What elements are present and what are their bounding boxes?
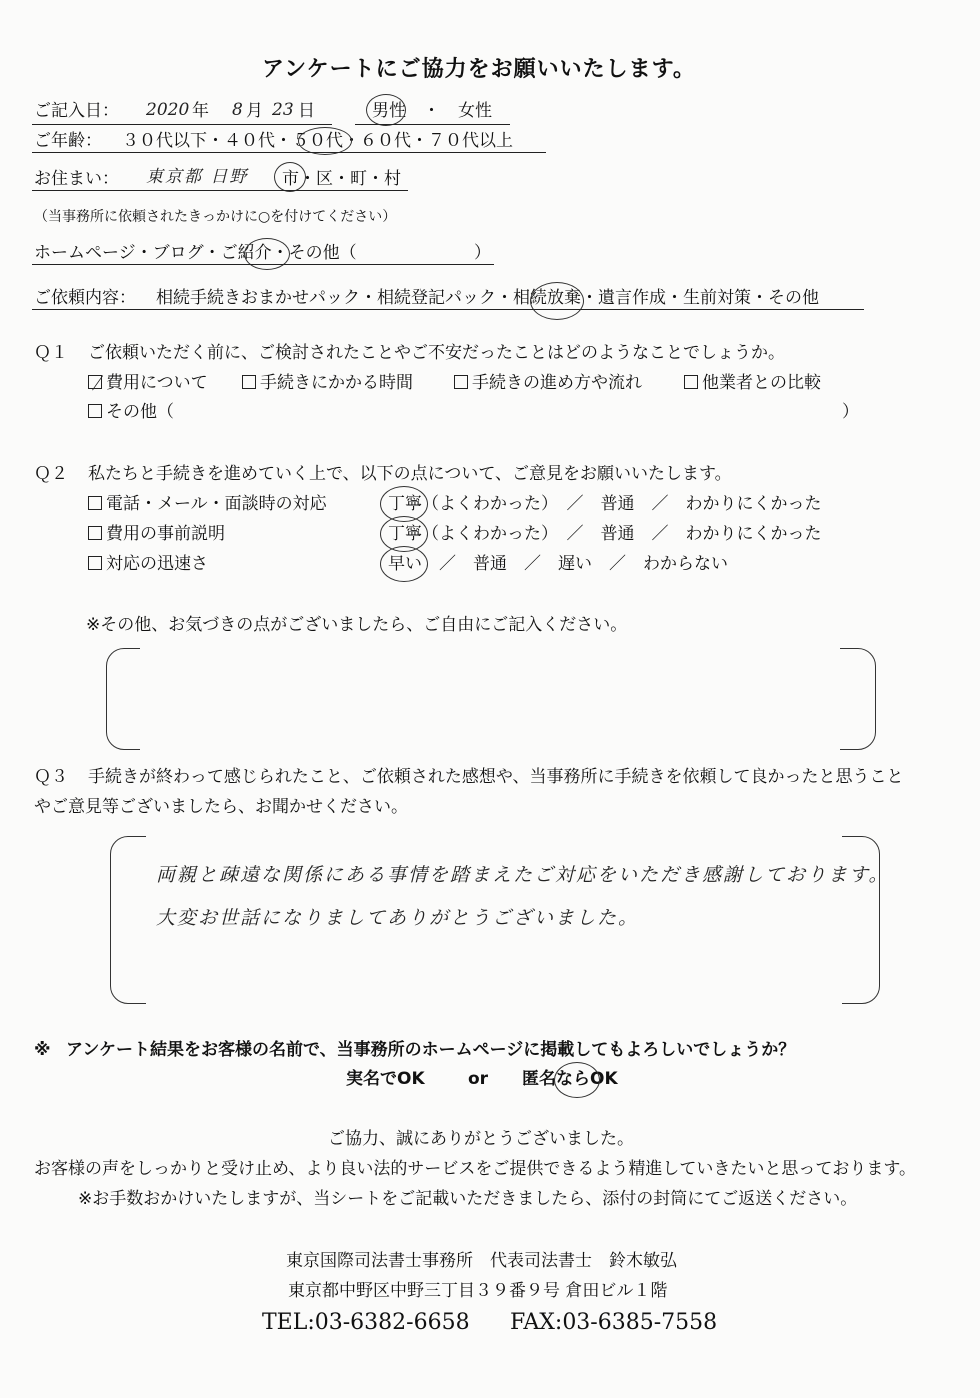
- publish-option-real-name[interactable]: 実名でOK: [346, 1069, 425, 1089]
- address-underline: [32, 190, 408, 191]
- q2-checkbox-fee[interactable]: [88, 526, 102, 540]
- q1-other-close: ）: [842, 402, 859, 422]
- request-selected-circle: [530, 282, 584, 320]
- source-note: （当事務所に依頼されたきっかけに○を付けてください）: [34, 209, 397, 225]
- q2-row-fee: [88, 523, 225, 545]
- q2-row-speed-answer[interactable]: 早い ／ 普通 ／ 遅い ／ わからない: [388, 554, 728, 574]
- address-option-town[interactable]: 町: [350, 169, 367, 189]
- office-name: 東京国際司法書士事務所 代表司法書士 鈴木敏弘: [286, 1251, 677, 1271]
- request-options[interactable]: 相続手続きおまかせパック・相続登記パック・相続放棄・遺言作成・生前対策・その他: [156, 288, 819, 308]
- entry-month-unit: 月: [246, 101, 263, 121]
- entry-date-label: ご記入日：: [34, 101, 119, 121]
- q1-checkbox-flow[interactable]: [454, 375, 468, 389]
- q3-question-line1: 手続きが終わって感じられたこと、ご依頼された感想や、当事務所に手続きを依頼して良かったと思うこと: [88, 767, 904, 787]
- q2-row-fee-answer[interactable]: 丁寧（よくわかった） ／ 普通 ／ わかりにくかった: [388, 524, 822, 544]
- office-tel: TEL:03-6382-6658: [262, 1310, 470, 1335]
- q1-option-time-label: 手続きにかかる時間: [260, 373, 413, 393]
- age-option-50s[interactable]: ５０代: [292, 131, 343, 151]
- q1-option-compare-label: 他業者との比較: [702, 373, 821, 393]
- survey-title: アンケートにご協力をお願いいたします。: [262, 57, 696, 82]
- closing-return-note: ※お手数おかけいたしますが、当シートをご記載いただきましたら、添付の封筒にてご返送ください。: [78, 1189, 858, 1209]
- q1-checkbox-other[interactable]: [88, 404, 102, 418]
- gender-selected-circle: [366, 94, 406, 126]
- q1-number: Ｑ１: [34, 343, 68, 363]
- q2-row-contact-answer[interactable]: 丁寧（よくわかった） ／ 普通 ／ わかりにくかった: [388, 494, 822, 514]
- q3-number: Ｑ３: [34, 767, 68, 787]
- entry-date-underline: [32, 124, 332, 125]
- q2-comment-box-mask: [140, 640, 840, 758]
- age-underline: [32, 152, 546, 153]
- q1-option-cost[interactable]: [88, 372, 208, 394]
- age-option-40s[interactable]: ４０代・: [224, 131, 292, 151]
- gender-male[interactable]: 男性: [372, 101, 406, 121]
- q2-question: 私たちと手続きを進めていく上で、以下の点について、ご意見をお願いいたします。: [88, 464, 732, 484]
- q1-option-flow-label: 手続きの進め方や流れ: [472, 373, 642, 393]
- q2-checkbox-speed[interactable]: [88, 556, 102, 570]
- entry-year-unit: 年: [192, 101, 209, 121]
- source-selected-circle: [244, 238, 290, 270]
- q2-speed-selected-circle: [380, 546, 428, 582]
- q1-question: ご依頼いただく前に、ご検討されたことやご不安だったことはどのようなことでしょうか。: [88, 343, 785, 363]
- q3-answer-line2: 大変お世話になりましてありがとうございました。: [156, 907, 640, 929]
- source-options[interactable]: ホームページ・ブログ・ご紹介・その他（: [34, 243, 357, 263]
- entry-day: 23: [272, 100, 294, 120]
- source-close: ）: [474, 243, 491, 263]
- closing-message: お客様の声をしっかりと受け止め、より良い法的サービスをご提供できるよう精進していきたいと思っております。: [34, 1159, 916, 1179]
- age-option-70s[interactable]: ７０代以上: [428, 131, 513, 151]
- q2-row-speed: [88, 553, 208, 575]
- publish-or: or: [468, 1069, 489, 1089]
- q2-row-contact-label: 電話・メール・面談時の対応: [106, 494, 327, 514]
- q1-option-compare[interactable]: [684, 372, 821, 394]
- publish-selected-circle: [554, 1062, 600, 1098]
- q3-answer-line1: 両親と疎遠な関係にある事情を踏まえたご対応をいただき感謝しております。: [156, 864, 890, 886]
- publish-mark: ※: [34, 1040, 51, 1060]
- age-option-30s[interactable]: ３０代以下・: [122, 131, 224, 151]
- entry-year: 2020: [146, 100, 190, 120]
- closing-thanks: ご協力、誠にありがとうございました。: [328, 1129, 634, 1149]
- publish-option-anonymous[interactable]: 匿名ならOK: [522, 1069, 618, 1089]
- q1-option-other-label: その他（: [106, 402, 174, 422]
- q1-option-time[interactable]: [242, 372, 413, 394]
- gender-underline: [355, 124, 510, 125]
- entry-month: 8: [232, 100, 243, 120]
- address-selected-circle: [274, 162, 306, 192]
- source-underline: [32, 264, 494, 265]
- q2-checkbox-contact[interactable]: [88, 496, 102, 510]
- publish-question: アンケート結果をお客様の名前で、当事務所のホームページに掲載してもよろしいでしょうか？: [66, 1040, 796, 1060]
- address-option-city[interactable]: 市: [282, 169, 299, 189]
- q1-option-other[interactable]: [88, 401, 174, 423]
- q2-number: Ｑ２: [34, 464, 68, 484]
- q1-checkbox-time[interactable]: [242, 375, 256, 389]
- q1-option-flow[interactable]: [454, 372, 642, 394]
- address-label: お住まい：: [34, 169, 119, 189]
- q2-row-speed-label: 対応の迅速さ: [106, 554, 208, 574]
- q1-option-cost-label: 費用について: [106, 373, 208, 393]
- request-underline: [32, 309, 864, 310]
- request-label: ご依頼内容：: [34, 288, 136, 308]
- age-label: ご年齢：: [34, 131, 102, 151]
- q2-row-fee-label: 費用の事前説明: [106, 524, 225, 544]
- gender-female[interactable]: 女性: [458, 101, 492, 121]
- address-option-ward[interactable]: ・区・: [299, 169, 350, 189]
- office-fax: FAX:03-6385-7558: [510, 1310, 718, 1335]
- age-selected-circle: [298, 127, 352, 155]
- q1-checkbox-compare[interactable]: [684, 375, 698, 389]
- address-handwritten: 東京都 日野: [146, 167, 249, 187]
- q2-row-contact: [88, 493, 327, 515]
- q2-free-note: ※その他、お気づきの点がございましたら、ご自由にご記入ください。: [86, 615, 628, 635]
- q1-checkbox-cost[interactable]: [88, 375, 102, 389]
- q3-question-line2: やご意見等ございましたら、お聞かせください。: [34, 797, 408, 817]
- entry-day-unit: 日: [298, 101, 315, 121]
- gender-sep: ・: [423, 101, 440, 121]
- age-option-60s[interactable]: ・６０代・: [343, 131, 428, 151]
- address-option-village[interactable]: ・村: [367, 169, 401, 189]
- office-address: 東京都中野区中野三丁目３９番９号 倉田ビル１階: [288, 1281, 668, 1301]
